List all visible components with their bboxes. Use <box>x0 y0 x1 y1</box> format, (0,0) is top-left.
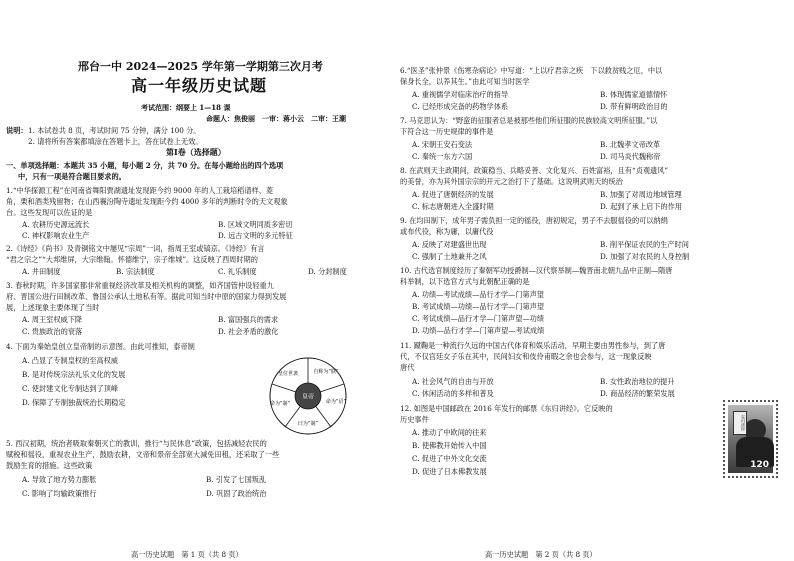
q1-option-c: C. 神权影响农业生产 <box>22 231 90 240</box>
q7-option-b: B. 北魏孝文帝改革 <box>600 140 661 149</box>
q1-line1: 1.“中华探源工程”在河南省舞阳贾湖遗址发现距今约 9000 年的人工栽培稻谱样、菱 <box>6 186 274 195</box>
q1-line3: 台。这些发现可以佐证的是 <box>6 208 93 217</box>
q9-option-c: C. 强制了土地兼并之风 <box>412 252 487 261</box>
q8-line2: 的美誉，亦为其外国宗宗的开元之治打下了基础。这说明武则天的统治 <box>400 177 623 186</box>
page-1 <box>6 0 391 561</box>
q11-line2: 代，不仅宫廷女子乐在其中，民间妇女和伎伶甫暇之余也会参与，这一现象反映 <box>400 352 652 361</box>
q7-line1: 7. 马克思认为：“野蛮的征服者总是被那些他们所征服的民族较高文明所征服。”以 <box>400 116 658 125</box>
q6-line2: 保身长全，以养其生。”由此可知当时医学 <box>400 77 530 86</box>
q10-line1: 10. 古代选官制度经历了秦朝军功授爵制—汉代察举制—魏晋南北朝九品中正制—隋唐 <box>400 266 673 275</box>
q2-option-b: B. 宗法制度 <box>116 267 155 276</box>
q4-line1: 4. 下面为秦始皇创立皇帝制的示意图。由此可推知，泰帝制 <box>6 342 195 351</box>
q12-line2: 历史事件 <box>400 415 429 424</box>
exam-subtitle: 高一年级历史试题 <box>131 76 268 95</box>
wheel-segment-1: 皇位世袭 <box>277 371 299 377</box>
q4-option-d: D. 保障了专制独裁统治长期稳定 <box>22 398 126 407</box>
q10-option-a: A. 功绩—考试成绩—品行才学—门第声望 <box>412 290 544 299</box>
q5-line3: 鼓励生育的措施。这些政策 <box>6 461 93 470</box>
q11-option-a: A. 社会风气的自由与开放 <box>412 377 494 386</box>
stamp-value: 120 <box>750 460 769 470</box>
q2-line1: 2.《诗经》《尚书》及青铜铭文中屡见“宗周”一词，指周王室或镐京。《诗经》有言 <box>6 244 265 253</box>
q12-option-b: B. 使佛教开始传入中国 <box>412 441 487 450</box>
q5-line2: 赋税和徭役，重视农业生产，鼓励农耕，文帝和景帝全部宽大减免田租，还采取了一些 <box>6 450 280 459</box>
section-title: 第Ⅰ卷（选择题） <box>166 147 226 157</box>
q9-line2: 或布代役，称为庸，以庸代役 <box>400 227 494 236</box>
q10-option-b: B. 考试成绩—功绩—品行才学—门第声望 <box>412 302 545 311</box>
q12-option-d: D. 促进了日本佛教发展 <box>412 467 487 476</box>
q10-option-d: D. 功绩—品行才学—门第声望—考试成绩 <box>412 326 545 335</box>
q1-option-a: A. 农耕历史源远流长 <box>22 220 90 229</box>
q9-option-d: D. 加强了对农民的人身控制 <box>600 252 690 261</box>
page-2 <box>400 0 785 561</box>
emperor-system-diagram <box>264 355 352 437</box>
wheel-segment-5: 命为“制” <box>269 401 291 407</box>
q1-line2: 角，栗和酒类残留物；在山西襄汾陶寺遗址发现距今约 4000 多年的判断时令的天文观象 <box>6 197 288 206</box>
q1-option-b: B. 区域文明同质多密切 <box>218 220 293 229</box>
q7-option-c: C. 秦统一东方六国 <box>412 152 473 161</box>
q3-option-b: B. 富国强兵的需求 <box>218 315 279 324</box>
note-1: 1. 本试卷共 8 页，考试时间 75 分钟，满分 100 分。 <box>28 126 201 135</box>
q12-line1: 12. 如图是中国邮政在 2016 年发行的邮票《东归讲经》。它反映的 <box>400 404 613 413</box>
q3-option-d: D. 社会矛盾的激化 <box>218 327 279 336</box>
q3-line3: 展，上述现象主要体现了当时 <box>6 303 100 312</box>
q2-line2: “君之宗之”“大邦维屏，大宗维翰。怀德维宁，宗子维城”。这反映了西周时期的 <box>6 255 258 264</box>
q11-option-d: D. 商品经济的繁荣发展 <box>600 389 675 398</box>
q8-option-a: A. 促进了唐朝经济的发展 <box>412 190 494 199</box>
q10-line2: 科举制，以下选官方式与此朝配正确的是 <box>400 277 530 286</box>
q3-line1: 3. 春秋时期，许多国家都非常重视经济改革及相关机构的调整，如齐国管仲设轻重九 <box>6 281 274 290</box>
q6-line1: 6.“医圣”张仲景《伤寒杂病论》中写道：“上以疗君亲之疾 下以救贫贱之厄，中以 <box>400 66 663 75</box>
q4-option-a: A. 凸显了专制皇权的至高权威 <box>22 356 119 365</box>
wheel-segment-2: 自称为“朕” <box>313 369 339 375</box>
q6-option-a: A. 重视儒学对临床治疗的指导 <box>412 90 509 99</box>
note-2: 2. 请将所有答案都填涂在答题卡上，答在试卷上无效。 <box>28 137 203 146</box>
q5-option-a: A. 导致了地方势力膨胀 <box>22 475 97 484</box>
footer-page-1: 高一历史试题 第 1 页（共 8 页） <box>131 550 243 559</box>
q5-option-b: B. 引发了七国叛乱 <box>206 475 267 484</box>
q6-option-d: D. 带有鲜明政治目的 <box>600 102 668 111</box>
q8-line1: 8. 在武则天主政期间，政策稳当、兵略妥善、文化复兴、百姓富裕，且有“贞观遗风” <box>400 166 669 175</box>
q2-option-d: D. 分封制度 <box>308 267 347 276</box>
q6-option-c: C. 已经形成完备的药物学体系 <box>412 102 509 111</box>
q3-line2: 府、晋国公进行田制改革、鲁国公承认土地私有等。据此可知当时中原的国家力得到发展 <box>6 292 287 301</box>
stamp-image <box>723 400 778 478</box>
wheel-segment-3: 命为“诏” <box>325 399 347 405</box>
footer-page-2: 高一历史试题 第 2 页（共 8 页） <box>485 550 597 559</box>
exam-scope: 考试范围：纲要上 1—18 课 <box>141 103 231 112</box>
q12-option-c: C. 促进了中外文化交流 <box>412 454 487 463</box>
q11-option-c: C. 休闲活动的多样和普及 <box>412 389 494 398</box>
q3-option-c: C. 贵族政治的衰落 <box>22 327 83 336</box>
q10-option-c: C. 考试成绩—品行才学—门第声望—功绩 <box>412 314 545 323</box>
q8-option-d: D. 起到了承上启下的作用 <box>600 202 682 211</box>
q8-option-b: B. 加强了对周边地域管理 <box>600 190 682 199</box>
q5-line1: 5. 西汉初期，统治者吸取秦朝灭亡的教训，推行“与民休息”政策，包括减轻农民的 <box>6 439 267 448</box>
q7-option-d: D. 司马炎代魏称帝 <box>600 152 661 161</box>
q4-option-c: C. 使封建文化专制达到了顶峰 <box>22 384 119 393</box>
q11-option-b: B. 女性政治地位的提升 <box>600 377 675 386</box>
part1-line1: 一、单项选择题：本题共 35 小题，每小题 2 分，共 70 分。在每小题给出的四个选项 <box>6 161 284 170</box>
note-label: 说明： <box>6 126 28 135</box>
part1-line2: 中，只有一项是符合题目要求的。 <box>18 172 126 181</box>
q6-option-b: B. 体现儒家道德情怀 <box>600 90 668 99</box>
q9-option-a: A. 反映了对建盛世出现 <box>412 240 487 249</box>
exam-title: 邢台一中 2024—2025 学年第一学期第三次月考 <box>78 60 323 73</box>
q1-option-d: D. 远古文明的多元特征 <box>218 231 293 240</box>
wheel-segment-4: 曰为“制” <box>297 421 319 427</box>
q11-line3: 唐代 <box>400 363 415 372</box>
q5-option-c: C. 影响了均输政策推行 <box>22 489 97 498</box>
q11-line1: 11. 蹴鞠是一种流行久远的中国古代体育和娱乐活动，早期主要由男性参与，到了唐 <box>400 341 666 350</box>
q8-option-c: C. 标志唐朝进入全盛时期 <box>412 202 494 211</box>
q9-line1: 9. 在均田制下，成年男子需负担一定的徭役，唐初规定，男子不去服徭役的可以纳绢 <box>400 216 668 225</box>
q3-option-a: A. 周王室权威下降 <box>22 315 83 324</box>
q2-option-a: A. 井田制度 <box>22 267 61 276</box>
q7-line2: 下符合这一历史规律的事件是 <box>400 127 494 136</box>
q7-option-a: A. 宋朝王安石变法 <box>412 140 473 149</box>
q2-option-c: C. 礼乐制度 <box>218 267 257 276</box>
q5-option-d: D. 巩固了政治统治 <box>206 489 267 498</box>
exam-authors: 命题人：焦俊丽 一审：蒋小云 二审：王潮 <box>206 114 346 123</box>
q12-option-a: A. 推动了中欧间的往来 <box>412 428 487 437</box>
q9-option-b: B. 削平保证农民的生产时间 <box>600 240 689 249</box>
stamp-label: 东归讲经 <box>733 411 747 435</box>
q4-option-b: B. 是对传统宗法礼乐文化的发展 <box>22 370 126 379</box>
wheel-center: 皇帝 <box>301 393 315 401</box>
